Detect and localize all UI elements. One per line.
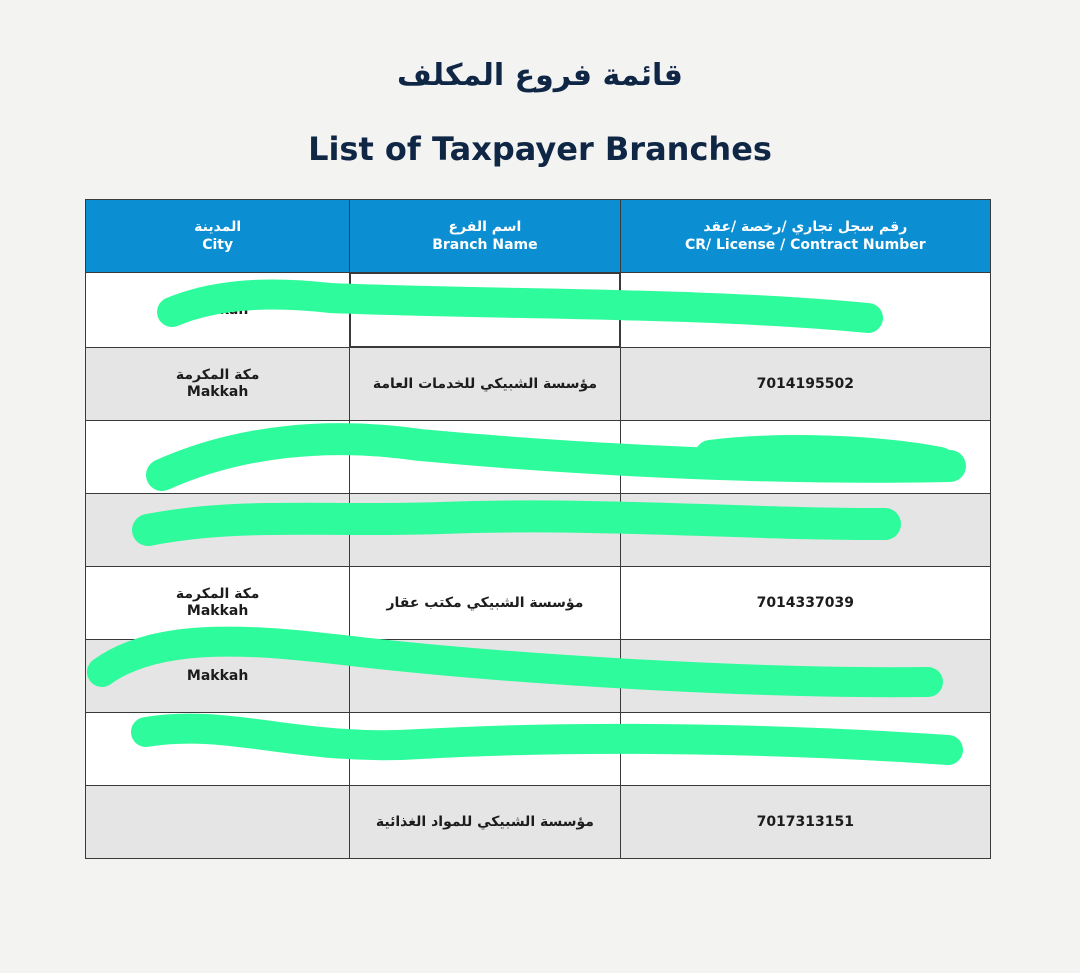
page-title-english: List of Taxpayer Branches bbox=[308, 130, 772, 168]
cell-cr-number: 7014337039 bbox=[620, 567, 990, 640]
table-row bbox=[86, 421, 991, 494]
header-branch-ar: اسم الفرع bbox=[448, 219, 522, 235]
cell-branch-name bbox=[350, 786, 620, 859]
cell-city bbox=[86, 640, 350, 713]
city-en: Makkah bbox=[186, 384, 249, 400]
cell-city bbox=[86, 713, 350, 786]
table-row bbox=[86, 348, 991, 421]
branches-table bbox=[85, 199, 991, 859]
header-cr-en: CR/ License / Contract Number bbox=[684, 237, 926, 253]
cell-branch-name bbox=[350, 567, 620, 640]
cell-city bbox=[86, 567, 350, 640]
cell-city bbox=[86, 421, 350, 494]
city-en: Makkah bbox=[186, 301, 249, 318]
table-row bbox=[86, 494, 991, 567]
cell-cr-number bbox=[620, 713, 990, 786]
city-ar: مكة المكرمة bbox=[175, 367, 260, 383]
city-ar: مكة المكرمة bbox=[175, 448, 260, 465]
header-city-en: City bbox=[202, 237, 234, 253]
cell-branch-name bbox=[350, 713, 620, 786]
header-city-ar: المدينة bbox=[194, 219, 242, 235]
header-city bbox=[86, 200, 350, 273]
cell-branch-name bbox=[350, 494, 620, 567]
table-row bbox=[86, 640, 991, 713]
table-row bbox=[86, 713, 991, 786]
table-row bbox=[86, 273, 991, 348]
branch-name-text: مؤسسة الشبيكي مكتب عقار bbox=[386, 594, 584, 611]
cell-branch-name bbox=[350, 348, 620, 421]
cell-cr-number bbox=[620, 421, 990, 494]
branch-name-text: مؤسسة الشبيكي للمواد الغذائية bbox=[375, 813, 594, 830]
cell-cr-number bbox=[620, 273, 990, 348]
cell-branch-name bbox=[350, 640, 620, 713]
cell-branch-name bbox=[350, 421, 620, 494]
city-en: Makkah bbox=[186, 667, 249, 684]
table-row bbox=[86, 786, 991, 859]
branch-name-text: مؤسسة الشبيكي للخدمات العامة bbox=[372, 375, 597, 392]
cell-cr-number bbox=[620, 640, 990, 713]
cell-cr-number: 7014195502 bbox=[620, 348, 990, 421]
cell-city bbox=[86, 494, 350, 567]
cell-cr-number: 7017313151 bbox=[620, 786, 990, 859]
cell-cr-number bbox=[620, 494, 990, 567]
header-branch-name bbox=[350, 200, 620, 273]
header-branch-en: Branch Name bbox=[432, 237, 538, 253]
cell-city bbox=[86, 786, 350, 859]
cell-city bbox=[86, 273, 350, 348]
table-header-row bbox=[86, 200, 991, 273]
page-title-arabic: قائمة فروع المكلف bbox=[397, 58, 683, 93]
city-ar: مكة المكرمة bbox=[175, 586, 260, 602]
cell-city bbox=[86, 348, 350, 421]
cell-branch-name bbox=[350, 273, 619, 347]
table-row bbox=[86, 567, 991, 640]
header-cr-number bbox=[620, 200, 990, 273]
header-cr-ar: رقم سجل تجاري /رخصة /عقد bbox=[703, 219, 908, 235]
city-en: Makkah bbox=[186, 603, 249, 619]
